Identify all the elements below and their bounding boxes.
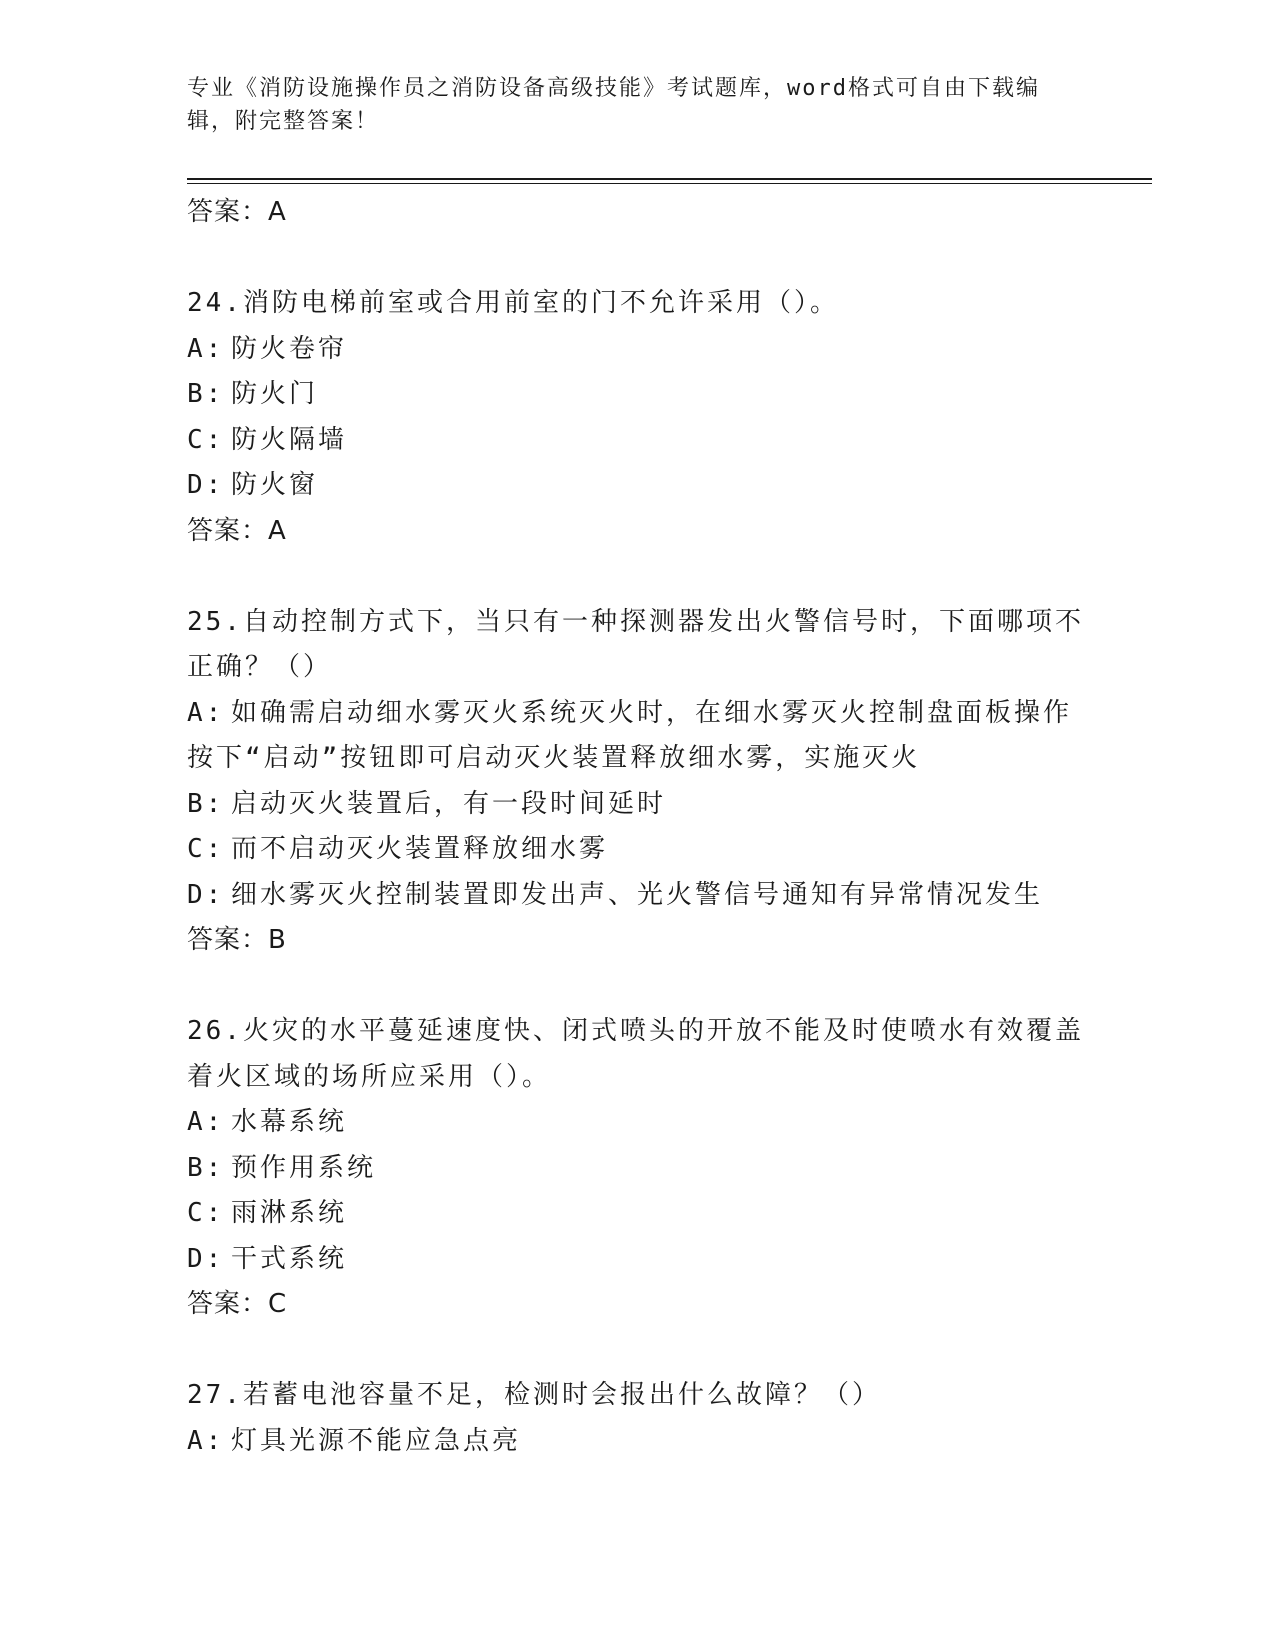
option-text: 细水雾灭火控制装置即发出声、光火警信号通知有异常情况发生 [231,879,1044,910]
option-key: D: [187,470,225,500]
option-text: 按下“启动”按钮即可启动灭火装置释放细水雾，实施灭火 [187,743,921,773]
option-b [187,1146,1087,1192]
option-d [187,1237,1087,1283]
option-text: 防火卷帘 [231,333,348,364]
option-a [187,736,1087,782]
question-block [187,1009,1087,1328]
question-gap [187,1328,1087,1374]
option-text: 预作用系统 [231,1152,377,1183]
option-a [187,691,1087,737]
option-key: D: [187,1243,225,1274]
option-key: B: [187,788,225,819]
option-text: 防火窗 [231,470,319,500]
option-text: 而不启动灭火装置释放细水雾 [231,834,609,864]
header-divider-thin [187,183,1152,184]
option-text: 防火门 [231,379,319,409]
option-a [187,1100,1087,1146]
option-text: 如确需启动细水雾灭火系统灭火时，在细水雾灭火控制盘面板操作 [231,697,1073,728]
answer-line: 答案：A [187,515,287,546]
option-a [187,327,1087,373]
question-gap [187,554,1087,600]
option-key: A: [187,333,225,364]
option-text: 启动灭火装置后，有一段时间延时 [231,788,667,819]
option-a [187,1419,1087,1465]
option-text: 水幕系统 [231,1107,348,1137]
option-key: D: [187,879,225,910]
previous-answer: 答案：A [187,197,287,227]
option-c [187,1191,1087,1237]
option-key: B: [187,379,225,409]
option-d [187,463,1087,509]
option-key: A: [187,697,225,728]
header-divider [187,178,1152,180]
document-header [187,72,1067,138]
option-key: B: [187,1152,225,1183]
question-stem: 24.消防电梯前室或合用前室的门不允许采用（）。 [187,288,839,318]
question-stem: 26.火灾的水平蔓延速度快、闭式喷头的开放不能及时使喷水有效覆盖 [187,1016,1084,1046]
option-key: C: [187,834,225,864]
question-block [187,600,1087,964]
option-key: A: [187,1425,225,1456]
question-stem: 着火区域的场所应采用（）。 [187,1061,552,1092]
question-block [187,281,1087,554]
answer-line: 答案：B [187,925,287,955]
question-list [187,190,1087,1464]
answer-line: 答案：C [187,1289,288,1319]
option-text: 雨淋系统 [231,1198,348,1228]
option-b [187,372,1087,418]
question-stem: 25.自动控制方式下，当只有一种探测器发出火警信号时，下面哪项不 [187,606,1084,637]
question-gap [187,964,1087,1010]
option-key: C: [187,424,225,455]
question-stem: 27.若蓄电池容量不足，检测时会报出什么故障？（） [187,1380,881,1410]
option-c [187,827,1087,873]
option-d [187,873,1087,919]
option-text: 防火隔墙 [231,424,348,455]
option-key: C: [187,1198,225,1228]
question-block [187,1373,1087,1464]
question-gap [187,236,1087,282]
option-text: 干式系统 [231,1243,348,1274]
header-line-2: 辑，附完整答案！ [187,109,380,134]
option-text: 灯具光源不能应急点亮 [231,1425,522,1456]
option-c [187,418,1087,464]
question-stem: 正确？（） [187,652,333,682]
option-b [187,782,1087,828]
option-key: A: [187,1107,225,1137]
header-line-1: 专业《消防设施操作员之消防设备高级技能》考试题库，word格式可自由下载编 [187,76,1040,101]
